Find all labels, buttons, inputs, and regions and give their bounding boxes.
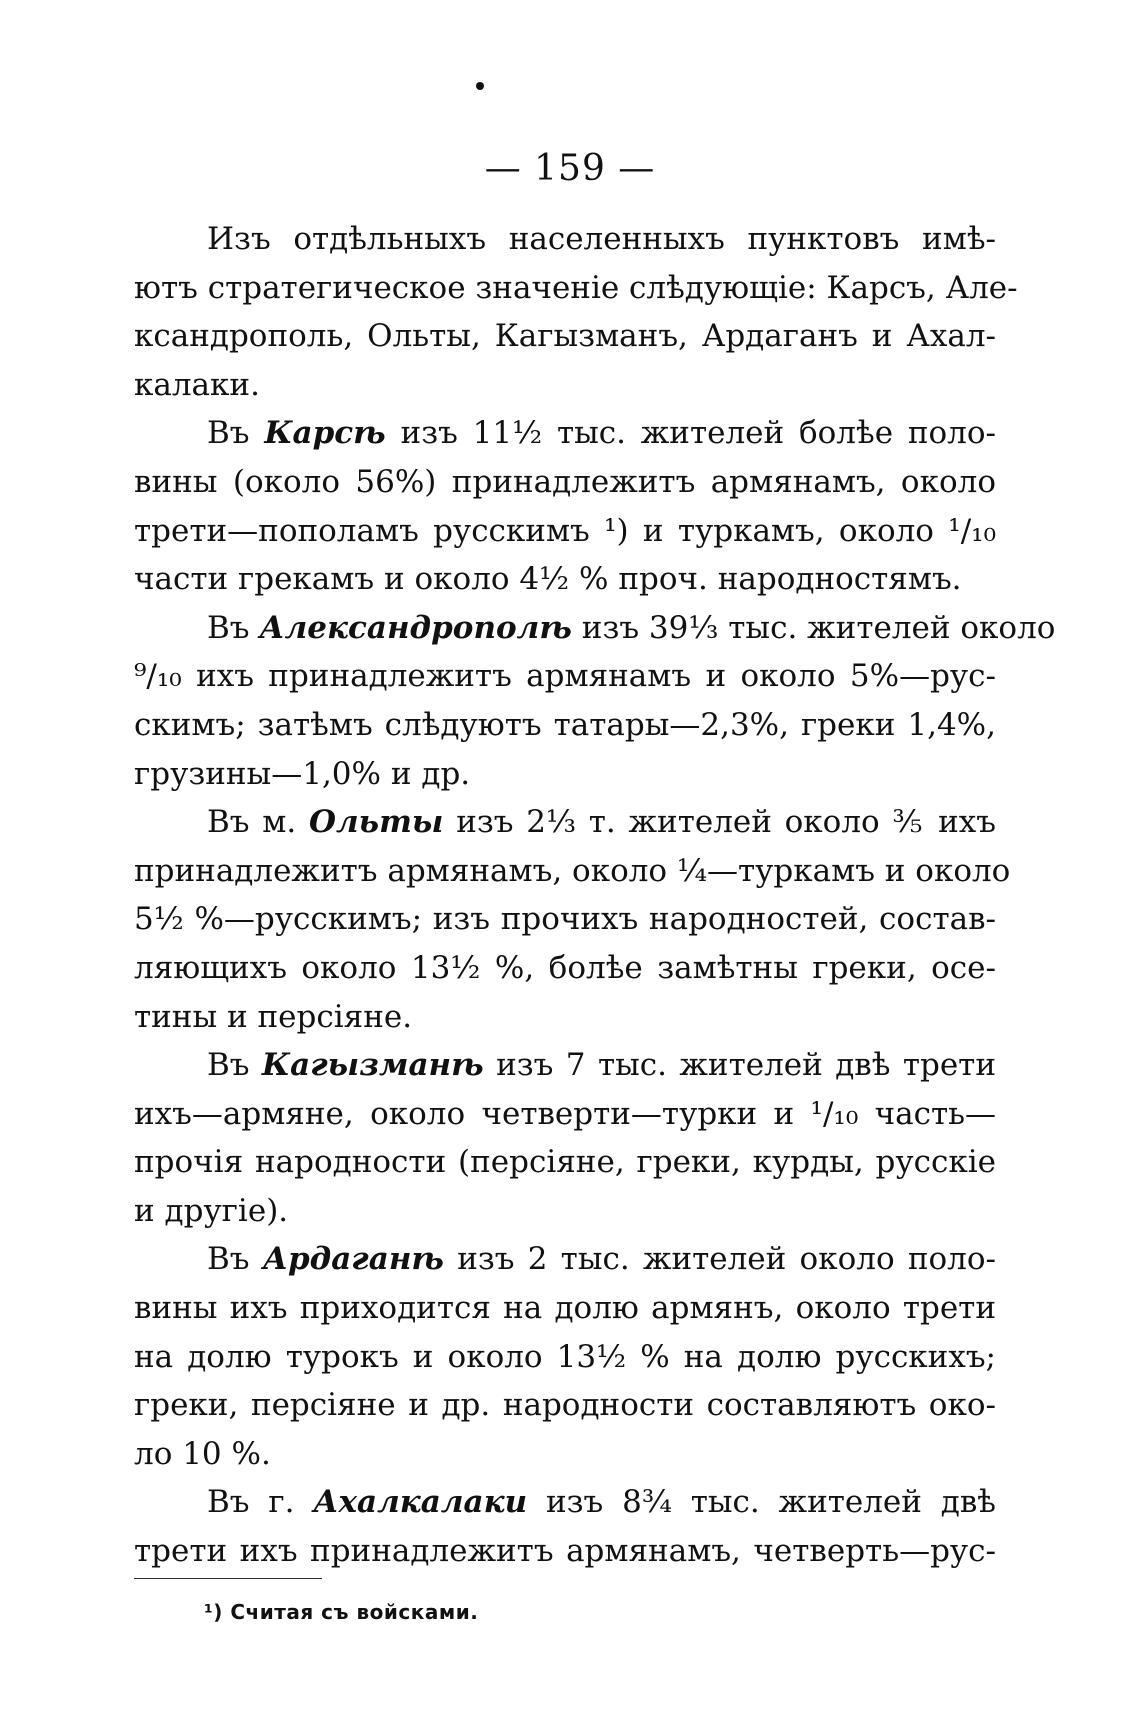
text-fragment: изъ 2 тыс. жителей около поло- bbox=[443, 1241, 996, 1278]
text-line: ихъ—армяне, около четверти—турки и ¹/₁₀ часть— bbox=[134, 1095, 996, 1132]
footnote-divider bbox=[134, 1578, 322, 1579]
text-line: трети ихъ принадлежитъ армянамъ, четверть—рус- bbox=[134, 1533, 996, 1570]
place-name: Ольты bbox=[308, 804, 444, 841]
text-fragment: Въ bbox=[207, 1047, 262, 1084]
text-line: ⁹/₁₀ ихъ принадлежитъ армянамъ и около 5%—рус- bbox=[134, 658, 996, 695]
place-name: Карсѣ bbox=[264, 415, 386, 452]
stray-ink-dot bbox=[476, 82, 484, 90]
text-line bbox=[134, 1478, 996, 1527]
text-fragment: изъ 8¾ тыс. жителей двѣ bbox=[527, 1484, 996, 1521]
text-line: грузины—1,0% и др. bbox=[134, 755, 471, 792]
text-line: на долю турокъ и около 13½ % на долю русскихъ; bbox=[134, 1338, 996, 1375]
text-fragment: Въ bbox=[207, 1241, 263, 1278]
text-fragment: изъ 7 тыс. жителей двѣ трети bbox=[483, 1047, 996, 1084]
text-line: вины ихъ приходится на долю армянъ, около трети bbox=[134, 1290, 996, 1327]
place-name: Ардаганѣ bbox=[262, 1241, 444, 1278]
text-line: греки, персіяне и др. народности составляютъ око- bbox=[134, 1387, 996, 1424]
text-fragment: Въ bbox=[207, 415, 265, 452]
text-line bbox=[134, 1235, 996, 1284]
body-text bbox=[134, 215, 1056, 1576]
text-line: тины и персіяне. bbox=[134, 998, 413, 1035]
paragraph-strategic-points bbox=[134, 215, 1018, 409]
text-line bbox=[134, 604, 1056, 653]
text-line: части грекамъ и около 4½ % проч. народностямъ. bbox=[134, 561, 962, 598]
paragraph-ardagan bbox=[134, 1235, 996, 1478]
text-fragment: Въ bbox=[207, 609, 260, 646]
text-line: 5½ %—русскимъ; изъ прочихъ народностей, состав- bbox=[134, 901, 996, 938]
paragraph-kagyzman bbox=[134, 1041, 996, 1235]
text-line: трети—пополамъ русскимъ ¹) и туркамъ, около ¹/₁₀ bbox=[134, 512, 996, 549]
page-number: — 159 — bbox=[484, 148, 656, 189]
text-line bbox=[134, 1041, 996, 1090]
text-line: калаки. bbox=[134, 366, 260, 403]
text-fragment: Въ г. bbox=[207, 1484, 314, 1521]
place-name: Александрополѣ bbox=[259, 609, 572, 646]
text-line: прочія народности (персіяне, греки, курды, русскіе bbox=[134, 1144, 996, 1181]
text-line: ло 10 %. bbox=[134, 1435, 271, 1472]
text-line: вины (около 56%) принадлежитъ армянамъ, около bbox=[134, 463, 996, 500]
paragraph-kars bbox=[134, 409, 996, 603]
text-fragment: изъ 2⅓ т. жителей около ⅗ ихъ bbox=[443, 804, 996, 841]
paragraph-alexandropol bbox=[134, 604, 1056, 798]
text-line: принадлежитъ армянамъ, около ¼—туркамъ и около bbox=[134, 852, 1011, 889]
place-name: Кагызманѣ bbox=[261, 1047, 484, 1084]
place-name: Ахалкалаки bbox=[313, 1484, 528, 1521]
text-line: ксандрополь, Ольты, Кагызманъ, Ардаганъ и Ахал- bbox=[134, 318, 996, 355]
text-line bbox=[134, 409, 996, 458]
text-line: ляющихъ около 13½ %, болѣе замѣтны греки, осе- bbox=[134, 949, 996, 986]
footnote: ¹) Считая съ войсками. bbox=[204, 1600, 479, 1624]
text-line bbox=[134, 798, 996, 847]
text-fragment: изъ 39⅓ тыс. жителей около bbox=[571, 609, 1056, 646]
text-line: ютъ стратегическое значеніе слѣдующіе: Карсъ, Але- bbox=[134, 269, 1018, 306]
text-line: Изъ отдѣльныхъ населенныхъ пунктовъ имѣ- bbox=[207, 221, 996, 257]
text-fragment: изъ 11½ тыс. жителей болѣе поло- bbox=[385, 415, 997, 452]
text-line: и другіе). bbox=[134, 1192, 289, 1229]
paragraph-akhalkalaki bbox=[134, 1478, 996, 1575]
text-fragment: Въ м. bbox=[207, 804, 309, 841]
text-line: скимъ; затѣмъ слѣдуютъ татары—2,3%, греки 1,4%, bbox=[134, 706, 996, 743]
paragraph-olty bbox=[134, 798, 1011, 1041]
